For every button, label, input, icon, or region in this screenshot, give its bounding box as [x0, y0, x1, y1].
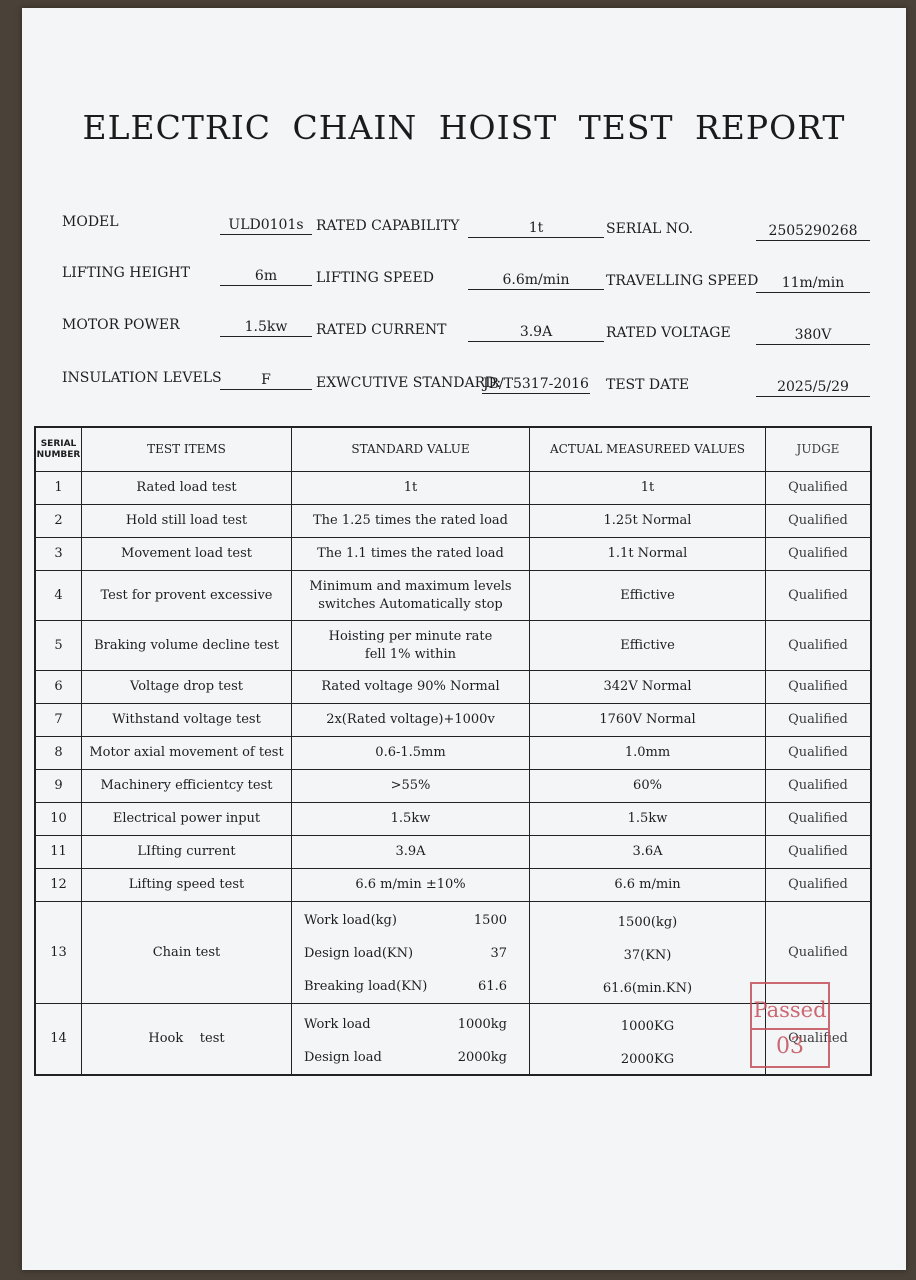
row-number: 1	[36, 472, 82, 504]
stamp-number: 03	[776, 1034, 804, 1059]
row-standard: 3.9A	[292, 836, 530, 868]
table-row	[36, 671, 870, 704]
row-judge: Qualified	[788, 712, 848, 728]
sub-value: 37	[490, 946, 507, 961]
row-number: 10	[36, 803, 82, 835]
test-date-label: TEST DATE	[606, 377, 690, 393]
row-number: 3	[36, 538, 82, 570]
row-standard: >55%	[292, 770, 530, 802]
insulation-label: INSULATION LEVELS	[62, 370, 222, 386]
stamp-divider	[752, 1028, 828, 1030]
row-actual: 1.5kw	[530, 803, 766, 835]
row-number: 14	[36, 1004, 82, 1074]
report-sheet	[22, 8, 906, 1270]
sub-key: Design load(KN)	[304, 946, 414, 961]
row-standard: The 1.1 times the rated load	[292, 538, 530, 570]
row-standard: Rated voltage 90% Normal	[292, 671, 530, 703]
sub-key: Breaking load(KN)	[304, 979, 428, 994]
table-row	[36, 869, 870, 902]
row-judge: Qualified	[788, 546, 848, 562]
sub-key: Work load(kg)	[304, 913, 397, 928]
rated-voltage-label: RATED VOLTAGE	[606, 325, 731, 341]
row-standard-line1: Minimum and maximum levels	[309, 578, 512, 594]
serial-label: SERIAL NO.	[606, 221, 694, 237]
row-standard: 0.6-1.5mm	[292, 737, 530, 769]
header-actual: ACTUAL MEASUREED VALUES	[530, 428, 766, 471]
table-row	[36, 803, 870, 836]
header-serial-line1: SERIAL	[40, 438, 77, 449]
row-judge: Qualified	[788, 844, 848, 860]
standard-label: EXWCUTIVE STANDARD:	[316, 375, 502, 391]
row-standard: 6.6 m/min ±10%	[292, 869, 530, 901]
row-item: Withstand voltage test	[82, 704, 292, 736]
table-row	[36, 505, 870, 538]
row-item: Rated load test	[82, 472, 292, 504]
row-standard: The 1.25 times the rated load	[292, 505, 530, 537]
row-judge: Qualified	[788, 944, 848, 960]
row-actual	[530, 902, 766, 1003]
row-actual	[530, 1004, 766, 1074]
table-row-chain	[36, 902, 870, 1004]
row-actual: 6.6 m/min	[530, 869, 766, 901]
row-item: Test for provent excessive	[82, 571, 292, 620]
stamp-text: Passed	[753, 998, 827, 1022]
sub-value: 1000kg	[457, 1017, 507, 1032]
row-standard-line2: fell 1% within	[364, 646, 457, 662]
row-actual: 1t	[530, 472, 766, 504]
table-row	[36, 621, 870, 671]
table-row	[36, 538, 870, 571]
row-standard: 2x(Rated voltage)+1000v	[292, 704, 530, 736]
rated-voltage-value: 380V	[756, 327, 870, 345]
sub-value: 1500	[473, 913, 507, 928]
row-standard-line2: switches Automatically stop	[318, 596, 503, 612]
lifting-speed-value: 6.6m/min	[468, 272, 604, 290]
sub-key: Design load	[304, 1050, 382, 1065]
row-actual: 1.0mm	[530, 737, 766, 769]
table-row	[36, 571, 870, 621]
travelling-speed-label: TRAVELLING SPEED	[606, 273, 759, 289]
row-number: 2	[36, 505, 82, 537]
header-items: TEST ITEMS	[82, 428, 292, 471]
sub-actual: 1000KG	[620, 1019, 675, 1034]
row-item: Chain test	[82, 902, 292, 1003]
row-item: Voltage drop test	[82, 671, 292, 703]
lifting-speed-label: LIFTING SPEED	[316, 270, 434, 286]
rated-current-label: RATED CURRENT	[316, 322, 447, 338]
serial-value: 2505290268	[756, 223, 870, 241]
row-item: Lifting speed test	[82, 869, 292, 901]
row-judge: Qualified	[788, 1031, 848, 1047]
motor-power-label: MOTOR POWER	[62, 317, 180, 333]
table-row	[36, 472, 870, 505]
report-title: ELECTRIC CHAIN HOIST TEST REPORT	[82, 108, 846, 147]
sub-actual: 2000KG	[620, 1052, 675, 1067]
travelling-speed-value: 11m/min	[756, 275, 870, 293]
row-standard	[292, 902, 530, 1003]
rated-current-value: 3.9A	[468, 324, 604, 342]
row-number: 7	[36, 704, 82, 736]
row-judge: Qualified	[788, 811, 848, 827]
standard-value: JB/T5317-2016	[483, 376, 589, 392]
header-serial	[36, 428, 82, 471]
row-number: 11	[36, 836, 82, 868]
row-judge: Qualified	[788, 679, 848, 695]
row-actual: 1760V Normal	[530, 704, 766, 736]
row-actual: Effictive	[530, 621, 766, 670]
model-label: MODEL	[62, 214, 119, 230]
row-number: 5	[36, 621, 82, 670]
header-standard: STANDARD VALUE	[292, 428, 530, 471]
row-item: Motor axial movement of test	[82, 737, 292, 769]
row-number: 12	[36, 869, 82, 901]
row-item: Braking volume decline test	[82, 621, 292, 670]
row-judge: Qualified	[788, 513, 848, 529]
table-header	[36, 428, 870, 472]
row-judge: Qualified	[788, 480, 848, 496]
lifting-height-label: LIFTING HEIGHT	[62, 265, 190, 281]
row-number: 13	[36, 902, 82, 1003]
row-actual: 1.1t Normal	[530, 538, 766, 570]
rated-capability-label: RATED CAPABILITY	[316, 218, 460, 234]
rated-capability-value: 1t	[468, 220, 604, 238]
model-value: ULD0101s	[220, 217, 312, 235]
test-table	[34, 426, 872, 1076]
insulation-value: F	[220, 372, 312, 390]
row-actual: 60%	[530, 770, 766, 802]
row-number: 8	[36, 737, 82, 769]
row-actual: 1.25t Normal	[530, 505, 766, 537]
row-number: 9	[36, 770, 82, 802]
row-actual: 3.6A	[530, 836, 766, 868]
row-number: 4	[36, 571, 82, 620]
row-actual: 342V Normal	[530, 671, 766, 703]
table-row	[36, 704, 870, 737]
table-row-hook	[36, 1004, 870, 1074]
passed-stamp	[750, 982, 830, 1068]
row-standard: 1.5kw	[292, 803, 530, 835]
row-standard	[292, 1004, 530, 1074]
row-standard	[292, 621, 530, 670]
sub-actual: 61.6(min.KN)	[602, 981, 693, 996]
row-judge: Qualified	[788, 637, 848, 653]
sub-actual: 37(KN)	[623, 948, 672, 963]
header-serial-line2: NUMBER	[36, 449, 81, 460]
header-judge: JUDGE	[796, 442, 840, 457]
table-row	[36, 770, 870, 803]
row-item: Movement load test	[82, 538, 292, 570]
row-item: Hook test	[82, 1004, 292, 1074]
row-judge: Qualified	[788, 877, 848, 893]
sub-key: Work load	[304, 1017, 371, 1032]
sub-value: 2000kg	[457, 1050, 507, 1065]
row-item: Machinery efficientcy test	[82, 770, 292, 802]
table-row	[36, 737, 870, 770]
row-standard: 1t	[292, 472, 530, 504]
row-item: LIfting current	[82, 836, 292, 868]
table-row	[36, 836, 870, 869]
row-standard	[292, 571, 530, 620]
row-actual: Effictive	[530, 571, 766, 620]
lifting-height-value: 6m	[220, 268, 312, 286]
row-item: Hold still load test	[82, 505, 292, 537]
sub-actual: 1500(kg)	[617, 915, 678, 930]
motor-power-value: 1.5kw	[220, 319, 312, 337]
row-judge: Qualified	[788, 745, 848, 761]
row-judge: Qualified	[788, 778, 848, 794]
row-judge: Qualified	[788, 587, 848, 603]
row-standard-line1: Hoisting per minute rate	[328, 628, 493, 644]
row-number: 6	[36, 671, 82, 703]
row-item: Electrical power input	[82, 803, 292, 835]
sub-value: 61.6	[478, 979, 507, 994]
test-date-value: 2025/5/29	[756, 379, 870, 397]
